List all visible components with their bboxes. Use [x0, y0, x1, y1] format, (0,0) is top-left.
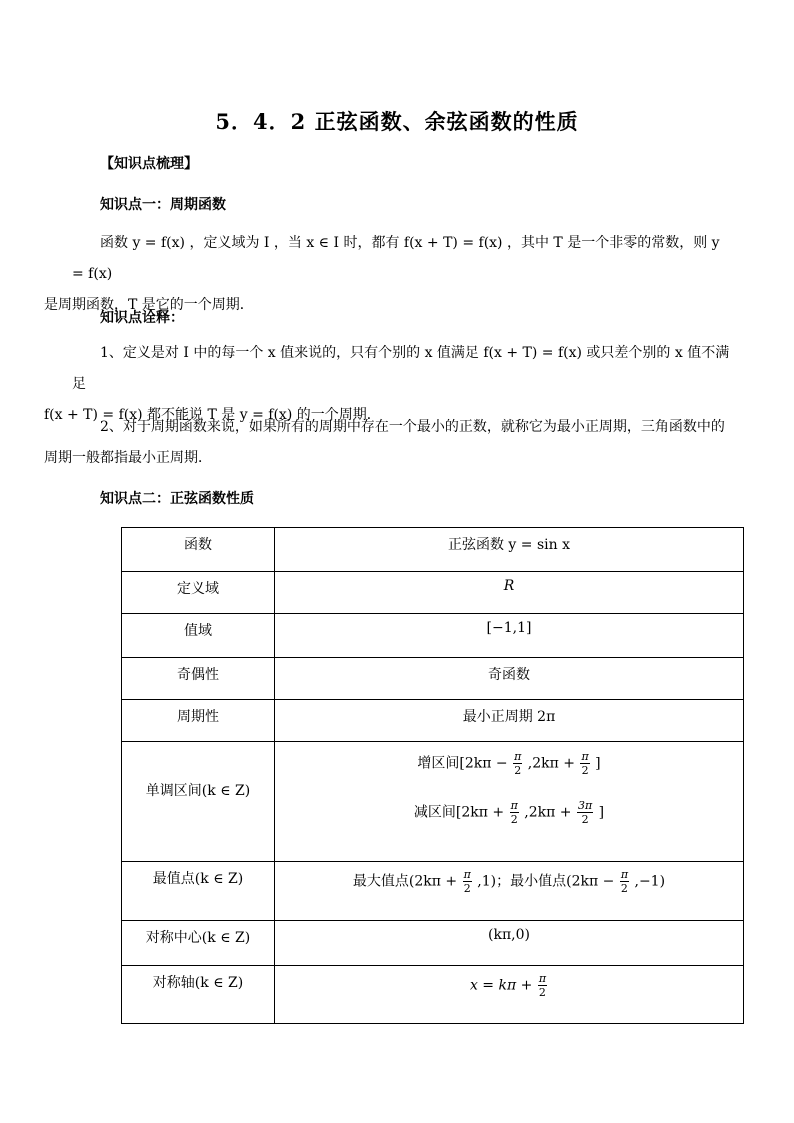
fraction: $\frac{\pi}{2}$	[514, 750, 522, 777]
row-label: 函数	[122, 528, 275, 572]
row-value: [−1,1]	[275, 614, 744, 658]
row-value	[275, 742, 744, 862]
table-row	[122, 921, 744, 966]
interp-p2-line1: 2、对于周期函数来说，如果所有的周期中存在一个最小的正数，就称它为最小正周期，三角函数中的	[100, 419, 725, 435]
row-label: 单调区间(k ∈ Z)	[122, 742, 275, 862]
fraction: $\frac{\pi}{2}$	[581, 750, 589, 777]
row-value: 最大值点(2kπ + $\frac{\pi}{2}$ ,1)；最小值点(2kπ − $\frac{\pi}{2}$ ,−1)	[275, 862, 744, 921]
table-row	[122, 658, 744, 700]
kp1-text-line2: 是周期函数，T 是它的一个周期．	[44, 297, 254, 313]
table-row	[122, 700, 744, 742]
table-row	[122, 614, 744, 658]
interp-paragraph-2	[44, 412, 732, 474]
row-value: R	[275, 572, 744, 614]
interp-p1-line2: f(x + T) = f(x) 都不能说 T 是 y = f(x) 的一个周期．	[44, 407, 381, 423]
table-row	[122, 966, 744, 1024]
fraction: $\frac{\pi}{2}$	[463, 868, 471, 895]
table-row	[122, 528, 744, 572]
kp2-heading: 知识点二：正弦函数性质	[100, 491, 254, 507]
increasing-interval: 增区间[2kπ − $\frac{\pi}{2}$ ,2kπ + $\frac{\pi}{2}$ ]	[417, 750, 601, 777]
page-title: 5．4．2 正弦函数、余弦函数的性质	[215, 109, 579, 134]
decreasing-interval: 减区间[2kπ + $\frac{\pi}{2}$ ,2kπ + $\frac{3\pi}{2}$ ]	[413, 799, 605, 826]
row-value: 正弦函数 y = sin x	[275, 528, 744, 572]
table-row	[122, 572, 744, 614]
sine-properties-table	[121, 527, 744, 1024]
row-value: (kπ,0)	[275, 921, 744, 966]
interp-heading: 知识点诠释：	[100, 310, 184, 326]
interp-p2-line2: 周期一般都指最小正周期．	[44, 450, 212, 466]
row-label: 对称轴(k ∈ Z)	[122, 966, 275, 1024]
fraction: $\frac{\pi}{2}$	[538, 972, 547, 999]
fraction: $\frac{3\pi}{2}$	[577, 799, 593, 826]
row-label: 最值点(k ∈ Z)	[122, 862, 275, 921]
row-label: 对称中心(k ∈ Z)	[122, 921, 275, 966]
table-row	[122, 862, 744, 921]
kp1-heading: 知识点一：周期函数	[100, 197, 226, 213]
row-label: 奇偶性	[122, 658, 275, 700]
row-value: 最小正周期 2π	[275, 700, 744, 742]
interp-p1-line1: 1、定义是对 I 中的每一个 x 值来说的，只有个别的 x 值满足 f(x + T) = f(x) 或只差个别的 x 值不满足	[72, 345, 730, 392]
row-value: 奇函数	[275, 658, 744, 700]
section-heading: 【知识点梳理】	[100, 156, 198, 172]
row-value: x = kπ + $\frac{\pi}{2}$	[275, 966, 744, 1024]
fraction: $\frac{\pi}{2}$	[510, 799, 518, 826]
row-label: 定义域	[122, 572, 275, 614]
table-row	[122, 742, 744, 862]
fraction: $\frac{\pi}{2}$	[620, 868, 629, 895]
row-label: 周期性	[122, 700, 275, 742]
row-label: 值域	[122, 614, 275, 658]
kp1-text-line1: 函数 y = f(x) ，定义域为 I ，当 x ∈ I 时，都有 f(x + T) = f(x) ，其中 T 是一个非零的常数，则 y = f(x)	[72, 235, 720, 282]
